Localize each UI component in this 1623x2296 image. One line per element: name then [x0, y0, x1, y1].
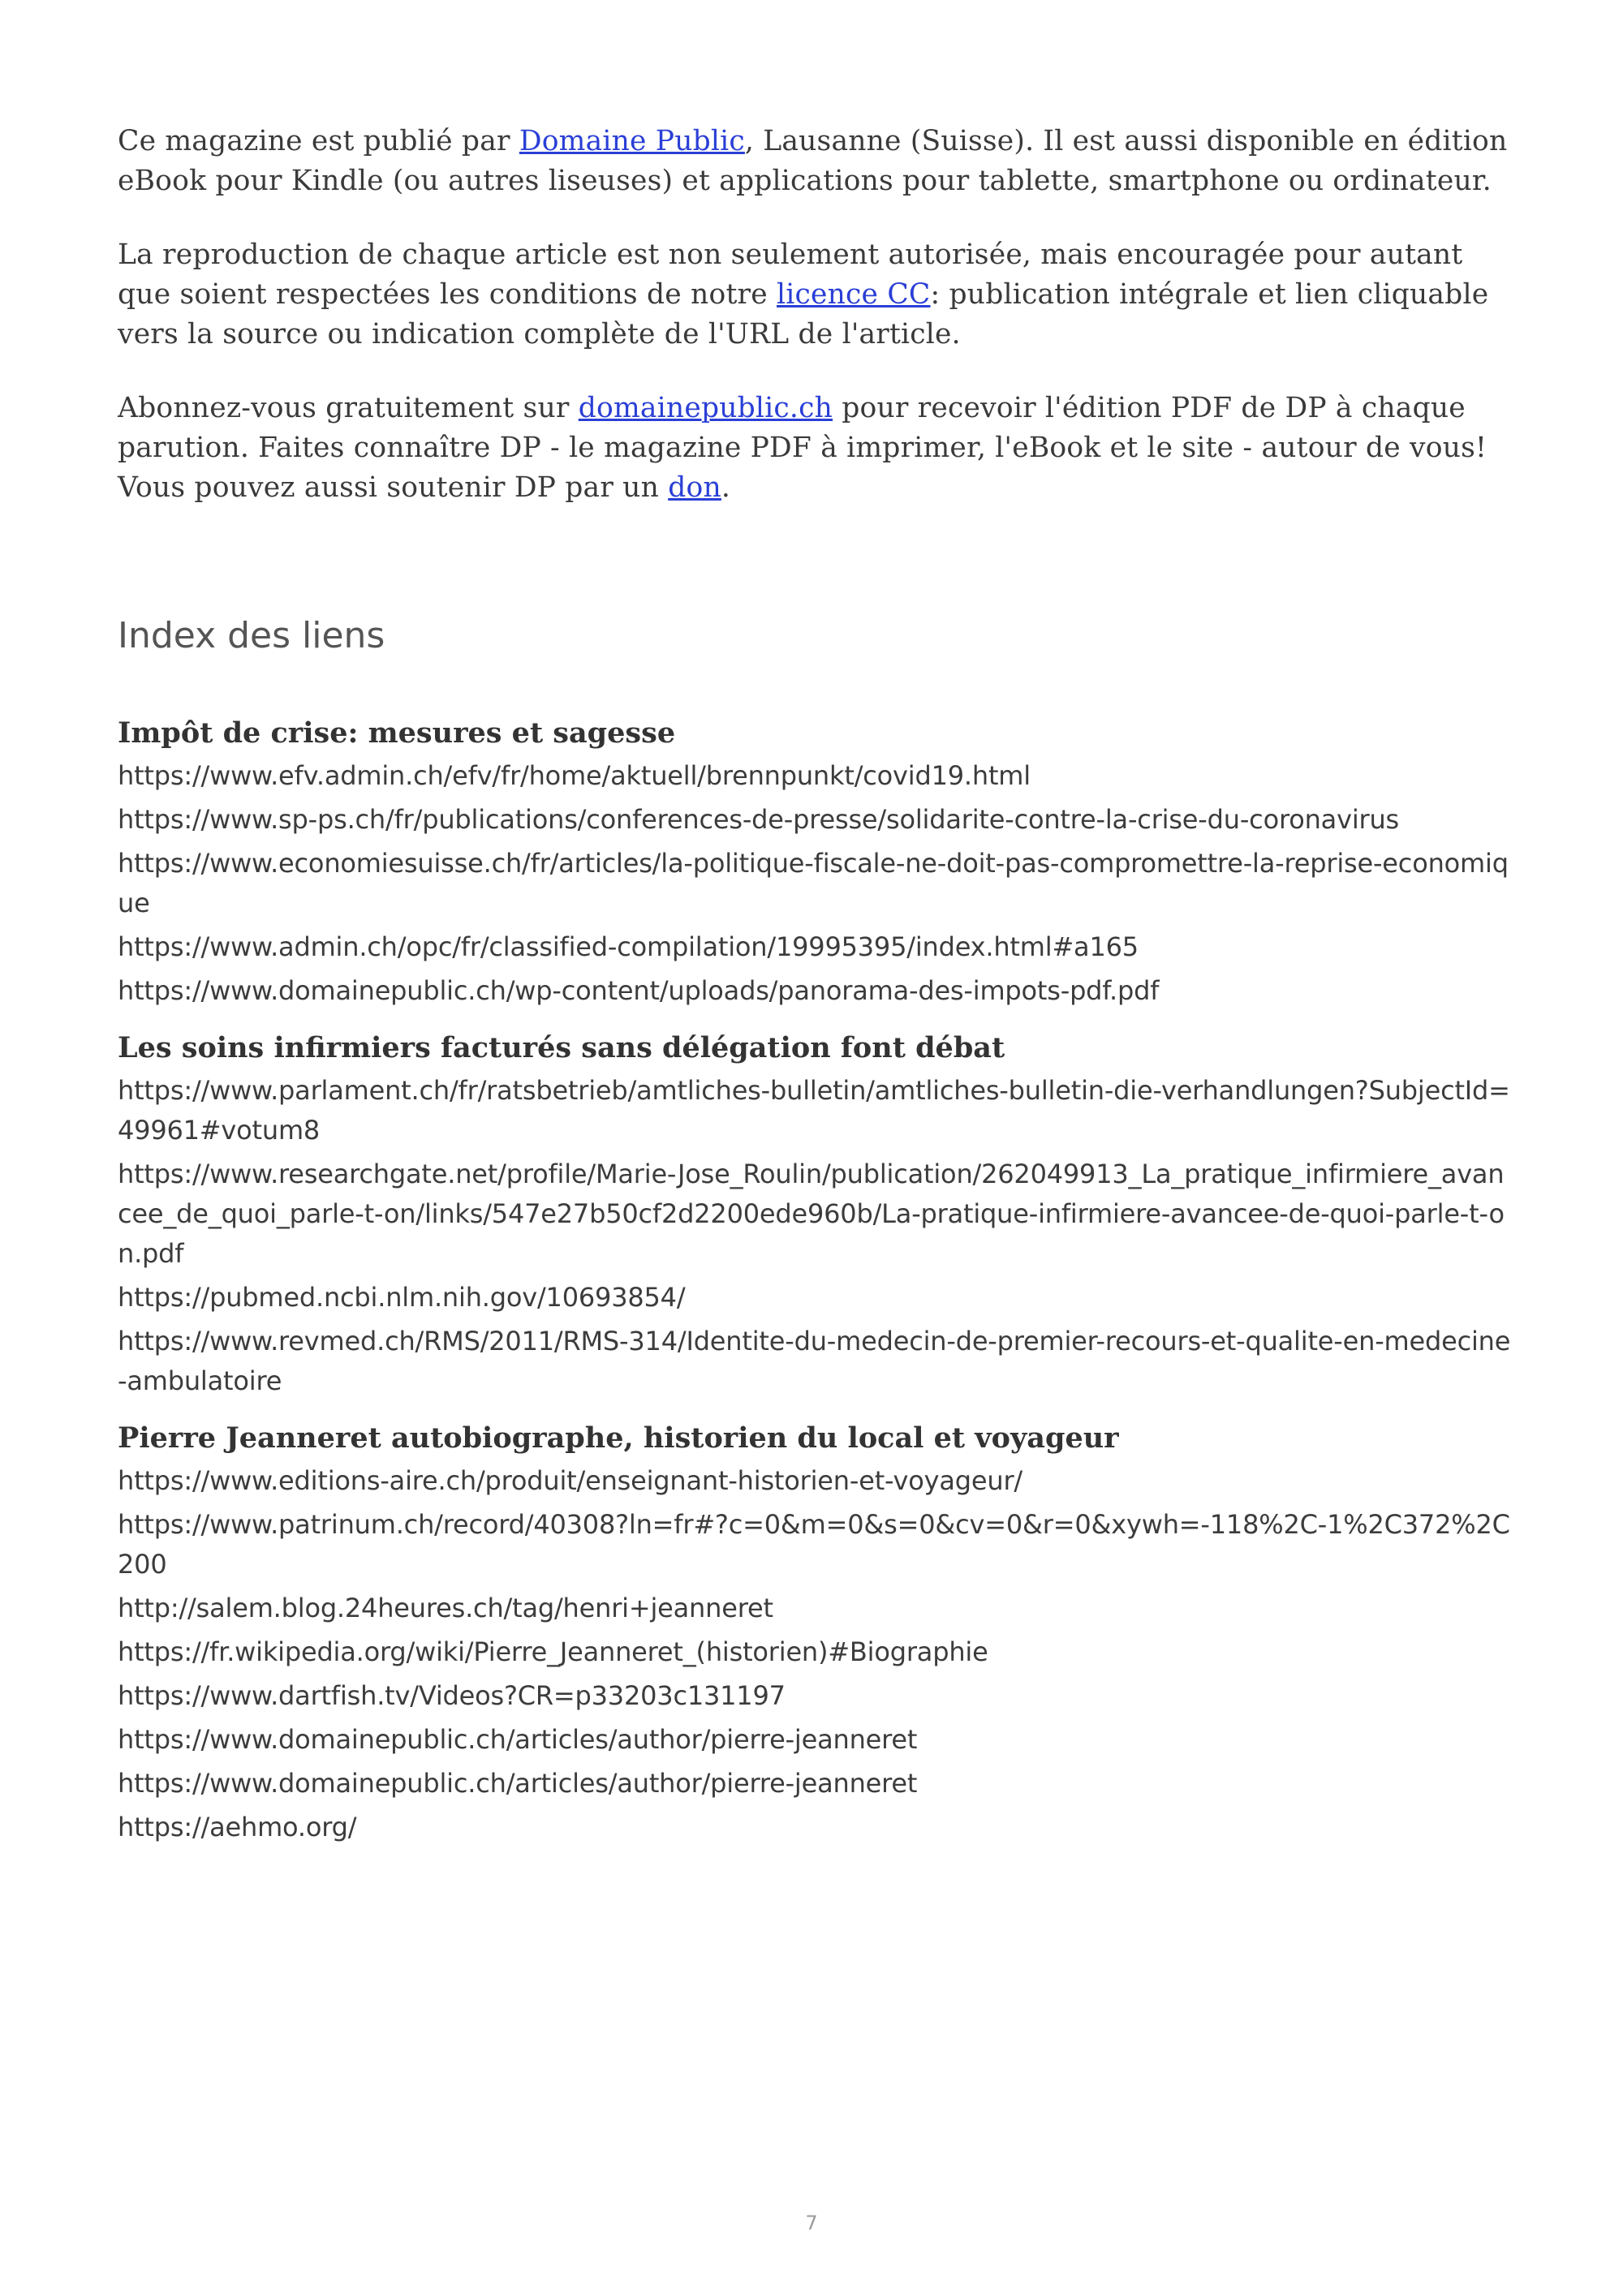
url-item[interactable]: https://www.revmed.ch/RMS/2011/RMS-314/Identite-du-medecin-de-premier-recours-et-qualite-en-medecine-ambulatoire: [118, 1326, 1511, 1396]
url-item[interactable]: https://aehmo.org/: [118, 1812, 357, 1842]
article-title: Les soins infirmiers facturés sans délégation font débat: [118, 1031, 1005, 1064]
domainepublic-link[interactable]: domainepublic.ch: [578, 392, 833, 424]
url-item[interactable]: https://www.domainepublic.ch/articles/author/pierre-jeanneret: [118, 1768, 918, 1799]
intro-paragraph-subscribe: Abonnez-vous gratuitement sur domainepublic.ch pour recevoir l'édition PDF de DP à chaque parution. Faites connaître DP - le magazine PDF à imprimer, l'eBook et le site - autour de vous! Vous pouvez aussi soutenir DP par un don.: [118, 392, 1487, 504]
url-item[interactable]: https://www.patrinum.ch/record/40308?ln=fr#?c=0&m=0&s=0&cv=0&r=0&xywh=-118%2C-1%2C372%2C200: [118, 1509, 1510, 1580]
url-item[interactable]: http://salem.blog.24heures.ch/tag/henri+jeanneret: [118, 1593, 773, 1623]
article-group-soins: [118, 1029, 1518, 1401]
url-item[interactable]: https://www.efv.admin.ch/efv/fr/home/aktuell/brennpunkt/covid19.html: [118, 760, 1031, 791]
url-item[interactable]: https://www.admin.ch/opc/fr/classified-compilation/19995395/index.html#a165: [118, 931, 1139, 962]
intro-paragraph-license: La reproduction de chaque article est non seulement autorisée, mais encouragée pour autant que soient respectées les conditions de notre licence CC: publication intégrale et lien cliquable vers la source ou indication complète de l'URL de l'article.: [118, 239, 1489, 350]
page-content: [118, 122, 1518, 1865]
url-item[interactable]: https://www.editions-aire.ch/produit/enseignant-historien-et-voyageur/: [118, 1465, 1023, 1496]
article-title: Pierre Jeanneret autobiographe, historien du local et voyageur: [118, 1421, 1119, 1455]
licence-cc-link[interactable]: licence CC: [776, 278, 931, 311]
url-item[interactable]: https://www.domainepublic.ch/articles/author/pierre-jeanneret: [118, 1724, 918, 1755]
url-item[interactable]: https://www.domainepublic.ch/wp-content/uploads/panorama-des-impots-pdf.pdf: [118, 975, 1160, 1006]
url-item[interactable]: https://www.sp-ps.ch/fr/publications/conferences-de-presse/solidarite-contre-la-crise-du-coronavirus: [118, 804, 1400, 835]
url-item[interactable]: https://pubmed.ncbi.nlm.nih.gov/10693854/: [118, 1282, 686, 1313]
article-group-jeanneret: [118, 1419, 1518, 1847]
article-title: Impôt de crise: mesures et sagesse: [118, 716, 676, 750]
index-title: Index des liens: [118, 615, 385, 656]
link-index: [118, 714, 1518, 1847]
domaine-public-link[interactable]: Domaine Public: [519, 125, 745, 157]
url-item[interactable]: https://www.parlament.ch/fr/ratsbetrieb/amtliches-bulletin/amtliches-bulletin-die-verhandlungen?SubjectId=49961#votum8: [118, 1075, 1510, 1146]
url-item[interactable]: https://www.economiesuisse.ch/fr/articles/la-politique-fiscale-ne-doit-pas-compromettre-la-reprise-economique: [118, 848, 1509, 918]
url-item[interactable]: https://www.dartfish.tv/Videos?CR=p33203c131197: [118, 1680, 786, 1711]
url-item[interactable]: https://fr.wikipedia.org/wiki/Pierre_Jeanneret_(historien)#Biographie: [118, 1636, 988, 1667]
article-group-impot: [118, 714, 1518, 1011]
url-item[interactable]: https://www.researchgate.net/profile/Marie-Jose_Roulin/publication/262049913_La_pratique_infirmiere_avancee_de_quoi_parle-t-on/links/547e27b50cf2d2200ede960b/La-pratique-infirmiere-avancee-de-quoi-parle-t-on.pdf: [118, 1159, 1505, 1269]
intro-section: [118, 122, 1518, 508]
don-link[interactable]: don: [668, 471, 721, 504]
page-number: 7: [805, 2212, 818, 2234]
intro-paragraph-publisher: Ce magazine est publié par Domaine Public, Lausanne (Suisse). Il est aussi disponible en édition eBook pour Kindle (ou autres liseuses) et applications pour tablette, smartphone ou ordinateur.: [118, 125, 1508, 197]
